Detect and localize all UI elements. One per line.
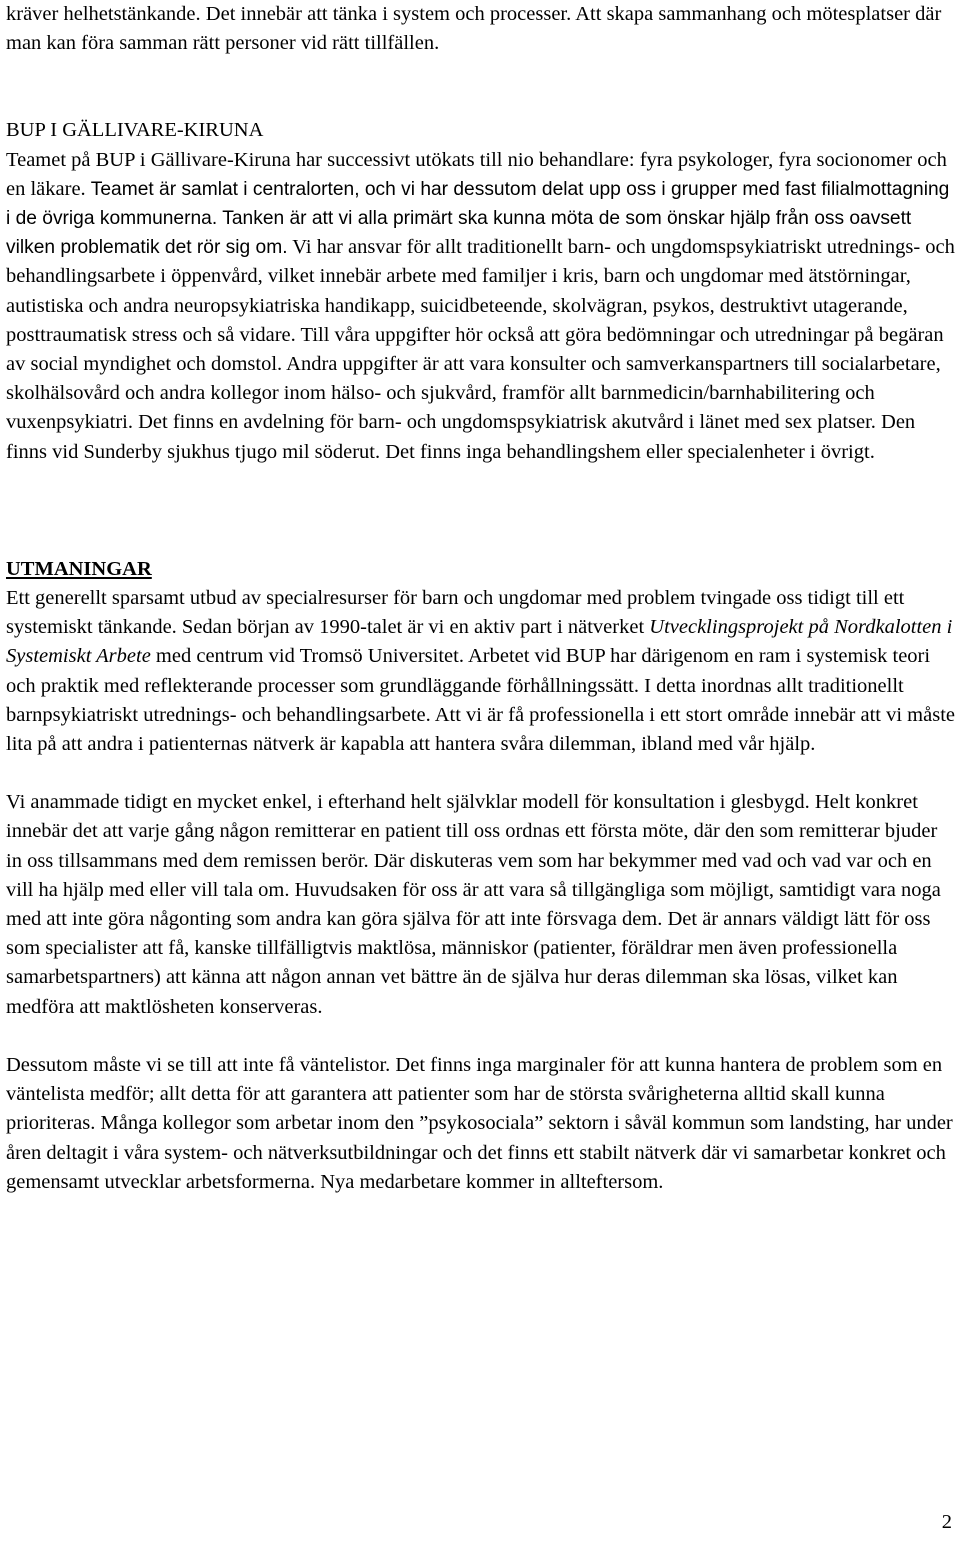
bup-sentence-2: Teamet är samlat i centralorten, och vi har dessutom delat upp oss i grupper med fast filialmottagning i de övriga kommunerna. [6, 178, 950, 230]
utmaningar-paragraph-1 [6, 584, 956, 759]
intro-paragraph: kräver helhetstänkande. Det innebär att tänka i system och processer. Att skapa sammanhang och mötesplatser där man kan föra samman rätt personer vid rätt tillfällen. [6, 3, 942, 55]
bup-sentence-1: Teamet på BUP i Gällivare-Kiruna har successivt utökats till nio behandlare: fyra psykologer, fyra socionomer och en läkare. [6, 148, 947, 200]
bup-sentence-3: Tanken är att vi alla primärt ska kunna möta de som önskar hjälp från oss oavsett vilken problematik det rör sig om. [6, 208, 912, 259]
section-heading-bup: BUP I GÄLLIVARE-KIRUNA [6, 119, 264, 142]
utmaningar-paragraph-3: Dessutom måste vi se till att inte få väntelistor. Det finns inga marginaler för att kunna hantera de problem som en väntelista medför; allt detta för att garantera att patienter som har de största svårigheterna alltid skall kunna prioriteras. Många kollegor som arbetar inom den ”psykosociala” sektorn i såväl kommun som landsting, har under åren deltagit i våra system- och nätverksutbildningar och det finns ett stabilt nätverk där vi samarbetar konkret och gemensamt utvecklar arbetsformerna. Nya medarbetare kommer in allteftersom. [6, 1053, 953, 1193]
utmaningar-p1-end: med centrum vid Tromsö Universitet. Arbetet vid BUP har därigenom en ram i systemisk teori och praktik med reflekterande processer som grundläggande förhållningssätt. I detta inordnas allt traditionellt barnpsykiatriskt utrednings- och behandlingsarbete. Att vi är få professionella i ett stort område innebär att vi måste lita på att andra i patienternas nätverk är kapabla att hantera svåra dilemman, ibland med vår hjälp. [6, 645, 955, 756]
utmaningar-paragraph-2: Vi anammade tidigt en mycket enkel, i efterhand helt självklar modell för konsultation i glesbygd. Helt konkret innebär det att varje gång någon remitterar en patient till oss ordnas ett första möte, där den som remitterar bjuder in oss tillsammans med dem remissen berör. Där diskuteras vem som har bekymmer med vad och vad var och en vill ha hjälp med eller vill tala om. Huvudsaken för oss är att vara så tillgängliga som möjligt, samtidigt vara noga med att inte göra någonting som andra kan göra själva för att inte försvaga dem. Det är annars väldigt lätt för oss som specialister att få, kanske tillfälligtvis maktlösa, människor (patienter, föräldrar men även professionella samarbetspartners) att känna att någon annan vet bättre än de själva hur deras dilemman ska lösas, vilket kan medföra att maktlösheten konserveras. [6, 791, 941, 1018]
bup-paragraph [6, 146, 956, 467]
section-heading-utmaningar: UTMANINGAR [6, 557, 152, 580]
page-number: 2 [941, 1511, 952, 1533]
project-name: Utvecklingsprojekt på Nordkalotten i Systemiskt Arbete [6, 616, 953, 668]
utmaningar-p1-start: Ett generellt sparsamt utbud av specialresurser för barn och ungdomar med problem tvingade oss tidigt till ett systemiskt tänkande. Sedan början av 1990-talet är vi en aktiv part i nätverket [6, 587, 905, 639]
document-page [6, 0, 956, 1197]
bup-sentence-4: Vi har ansvar för allt traditionellt barn- och ungdomspsykiatriskt utrednings- och behandlingsarbete i öppenvård, vilket innebär arbete med familjer i kris, barn och ungdomar med ätstörningar, autistiska och andra neuropsykiatriska handikapp, suicidbeteende, skolvägran, psykos, destruktivt utagerande, posttraumatisk stress och så vidare. Till våra uppgifter hör också att göra bedömningar och utredningar på begäran av social myndighet och domstol. Andra uppgifter är att vara konsulter och samverkanspartners till socialarbetare, skolhälsovård och andra kollegor inom hälso- och sjukvård, framför allt barnmedicin/barnhabilitering och vuxenpsykiatri. Det finns en avdelning för barn- och ungdomspsykiatrisk akutvård i länet med sex platser. Den finns vid Sunderby sjukhus tjugo mil söderut. Det finns inga behandlingshem eller specialenheter i övrigt. [6, 236, 955, 463]
